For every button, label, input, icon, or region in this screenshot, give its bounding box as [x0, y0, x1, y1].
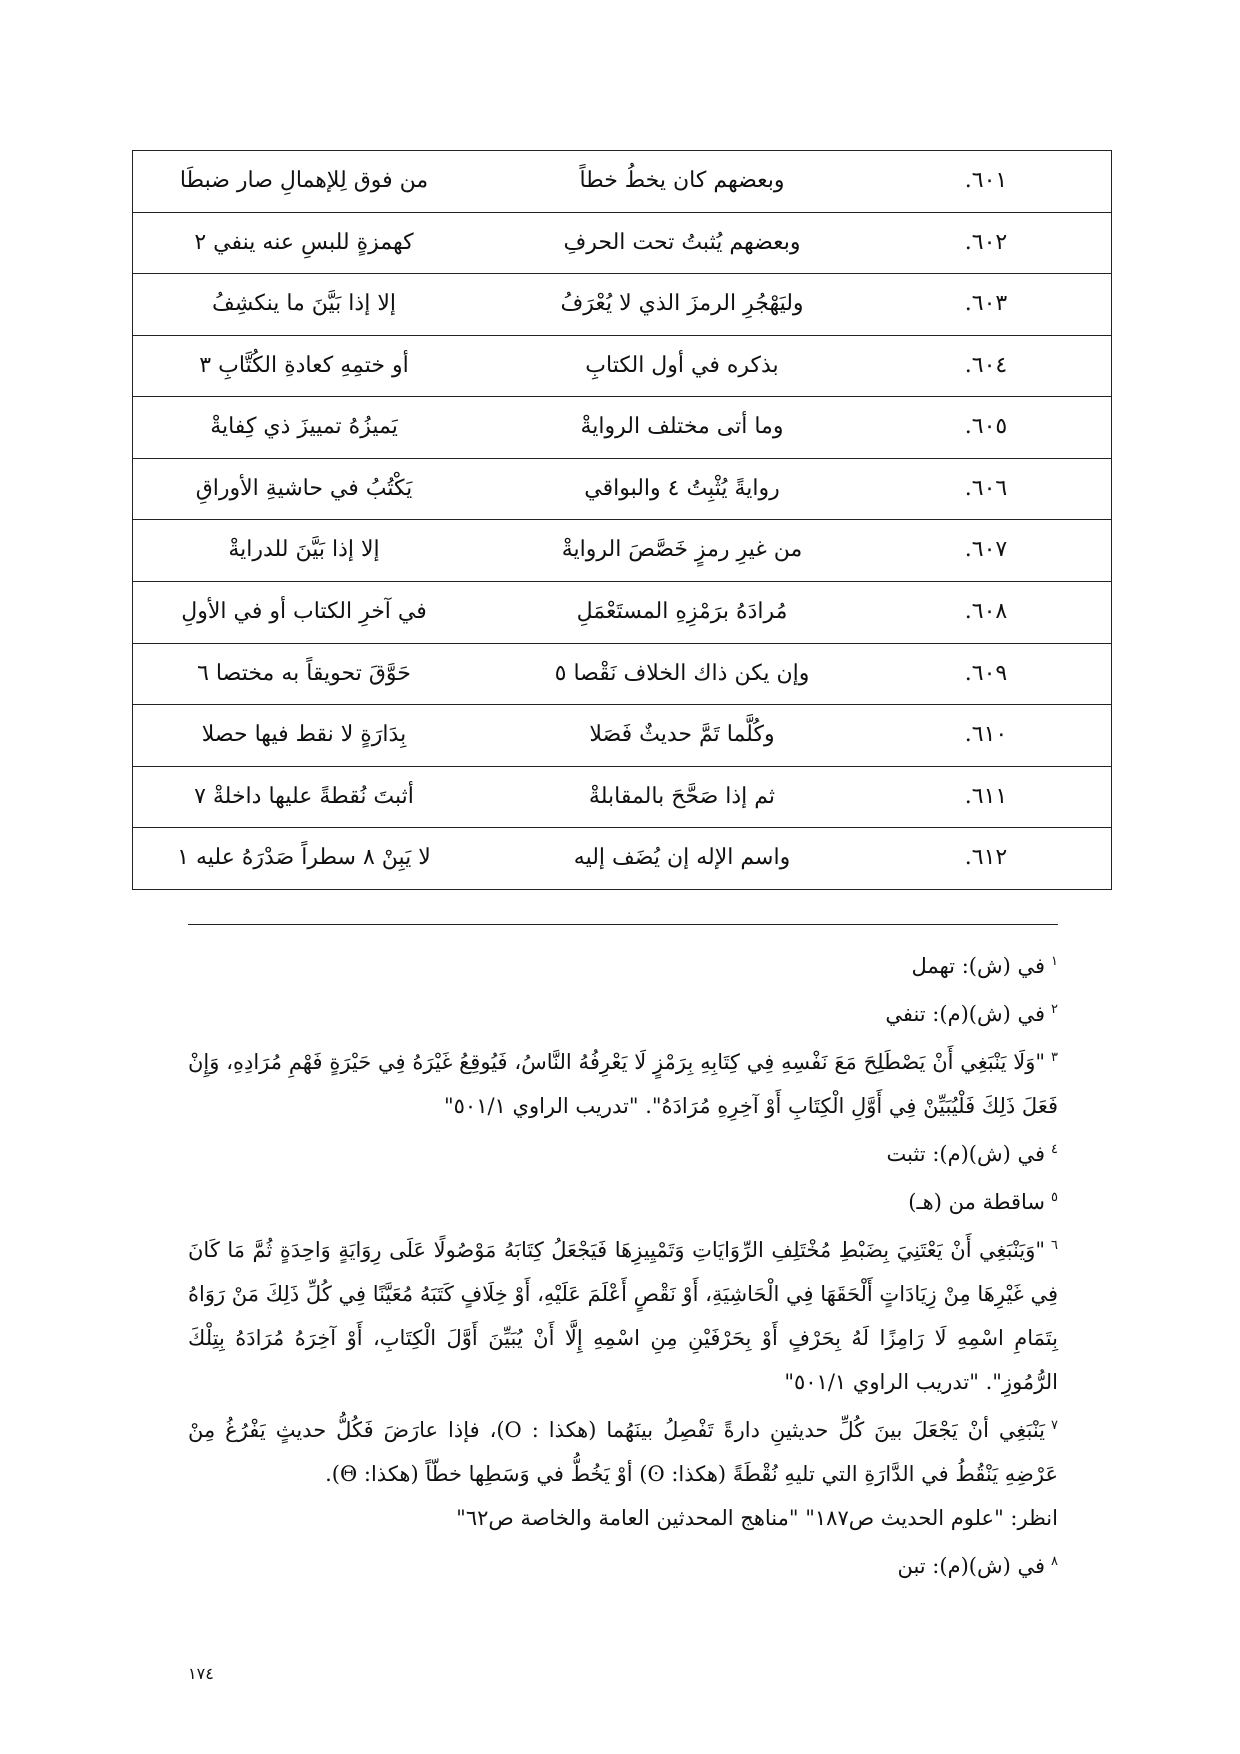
verse-row [133, 212, 1112, 274]
footnote-marker: ٥ [1051, 1190, 1058, 1205]
footnote-text: انظر: "علوم الحديث ص١٨٧" "مناهج المحدثين العامة والخاصة ص٦٢" [456, 1506, 1058, 1530]
verse-number: ٦١٢. [889, 828, 1112, 890]
verse-first-hemistich: وإن يكن ذاك الخلاف نَقْصا ٥ [475, 643, 889, 705]
verse-row [133, 520, 1112, 582]
verse-first-hemistich: وما أتى مختلف الروايةْ [475, 397, 889, 459]
verse-first-hemistich: مُرادَهُ برَمْزِهِ المستَعْمَلِ [475, 582, 889, 644]
verse-row [133, 274, 1112, 336]
verse-second-hemistich: إلا إذا بَيَّنَ للدرايةْ [133, 520, 476, 582]
verse-number: ٦٠٦. [889, 458, 1112, 520]
footnote-marker: ١ [1051, 954, 1058, 969]
verse-row [133, 766, 1112, 828]
verse-row [133, 705, 1112, 767]
verse-second-hemistich: يَميزُهُ تمييزَ ذي كِفايةْ [133, 397, 476, 459]
verse-first-hemistich: روايةً يُثْبِتُ ٤ والبواقي [475, 458, 889, 520]
footnote-marker: ٤ [1051, 1142, 1058, 1157]
footnote [188, 1540, 1058, 1588]
verse-first-hemistich: ثم إذا صَحَّحَ بالمقابلةْ [475, 766, 889, 828]
footnote [188, 1036, 1058, 1128]
verse-second-hemistich: بِدَارَةٍ لا نقط فيها حصلا [133, 705, 476, 767]
footnotes [188, 940, 1058, 1588]
footnote-text: في (ش)(م): تثبت [886, 1142, 1046, 1166]
verse-second-hemistich: لا يَبِنْ ٨ سطراً صَدْرَهُ عليه ١ [133, 828, 476, 890]
verse-first-hemistich: وبعضهم كان يخطُ خطاً [475, 151, 889, 213]
footnote-separator [188, 924, 1058, 925]
verse-first-hemistich: وبعضهم يُثبتُ تحت الحرفِ [475, 212, 889, 274]
verse-row [133, 643, 1112, 705]
verse-number: ٦٠٩. [889, 643, 1112, 705]
verse-row [133, 828, 1112, 890]
verse-number: ٦١١. [889, 766, 1112, 828]
verse-first-hemistich: وليَهْجُرِ الرمزَ الذي لا يُعْرَفُ [475, 274, 889, 336]
verse-number: ٦٠٣. [889, 274, 1112, 336]
footnote-text: ساقطة من (هـ) [908, 1190, 1046, 1214]
verse-second-hemistich: حَوَّقَ تحويقاً به مختصا ٦ [133, 643, 476, 705]
verse-row [133, 397, 1112, 459]
verse-row [133, 458, 1112, 520]
verse-number: ٦٠٢. [889, 212, 1112, 274]
footnote-marker: ٣ [1051, 1050, 1058, 1065]
verse-first-hemistich: واسم الإله إن يُضَف إليه [475, 828, 889, 890]
footnote-marker: ٧ [1051, 1418, 1058, 1433]
footnote-marker: ٨ [1051, 1554, 1058, 1569]
footnote-text: "وَيَنْبَغِي أَنْ يَعْتَنِيَ بِضَبْطِ مُخْتَلِفِ الرِّوَايَاتِ وَتَمْيِيزِهَا فَيَجْعَلُ كِتَابَهُ مَوْصُولًا عَلَى رِوَايَةٍ وَاحِدَةٍ ثُمَّ مَا كَانَ فِي غَيْرِهَا مِنْ زِيَادَاتٍ أَلْحَقَهَا فِي الْحَاشِيَةِ، أَوْ نَقْصٍ أَعْلَمَ عَلَيْهِ، أَوْ خِلَافٍ كَتَبَهُ مُعَيَّنًا فِي كُلِّ ذَلِكَ مَنْ رَوَاهُ بِتَمَامِ اسْمِهِ لَا رَامِزًا لَهُ بِحَرْفٍ أَوْ بِحَرْفَيْنِ مِنِ اسْمِهِ إِلَّا أَنْ يُبَيِّنَ أَوَّلَ الْكِتَابِ، أَوْ آخِرَهُ مُرَادَهُ بِتِلْكَ الرُّمُوزِ". "تدريب الراوي ٥٠١/١" [188, 1238, 1058, 1394]
verse-number: ٦٠٤. [889, 335, 1112, 397]
verse-number: ٦٠٧. [889, 520, 1112, 582]
verses-table-body [133, 151, 1112, 890]
footnote-marker: ٢ [1051, 1002, 1058, 1017]
footnote [188, 1176, 1058, 1224]
footnote-text: في (ش)(م): تنفي [885, 1002, 1046, 1026]
footnote [188, 1128, 1058, 1176]
footnote [188, 1496, 1058, 1540]
footnote [188, 1404, 1058, 1496]
page-number: ١٧٤ [188, 1664, 214, 1683]
verse-row [133, 335, 1112, 397]
verses-table [132, 150, 1112, 890]
verse-second-hemistich: كهمزةٍ للبسِ عنه ينفي ٢ [133, 212, 476, 274]
verse-first-hemistich: وكُلَّما تَمَّ حديثٌ فَصَلا [475, 705, 889, 767]
footnote-text: في (ش): تهمل [911, 954, 1046, 978]
verse-number: ٦٠٨. [889, 582, 1112, 644]
footnote-text: في (ش)(م): تبن [897, 1554, 1046, 1578]
verse-second-hemistich: من فوق لِلإهمالِ صار ضبطَا [133, 151, 476, 213]
verse-second-hemistich: أو ختمِهِ كعادةِ الكُتَّابِ ٣ [133, 335, 476, 397]
verse-row [133, 582, 1112, 644]
footnote-text: يَنْبَغِي أنْ يَجْعَلَ بينَ كُلِّ حديثينِ دارةً تَفْصِلُ بينَهُما (هكذا : O)، فإذا عارَضَ فَكُلُّ حديثٍ يَفْرُغُ مِنْ عَرْضِهِ يَنْقُطُ في الدَّارَةِ التي تليهِ نُقْطَةً (هكذا: ʘ) أوْ يَخُطُّ في وَسَطِها خطّاً (هكذا: Θ). [188, 1418, 1058, 1486]
footnote [188, 940, 1058, 988]
verse-second-hemistich: أثبتَ نُقطةً عليها داخلةْ ٧ [133, 766, 476, 828]
footnote [188, 1224, 1058, 1404]
verse-number: ٦١٠. [889, 705, 1112, 767]
footnote-text: "وَلَا يَنْبَغِي أَنْ يَصْطَلِحَ مَعَ نَفْسِهِ فِي كِتَابِهِ بِرَمْزٍ لَا يَعْرِفُهُ النَّاسُ، فَيُوقِعُ غَيْرَهُ فِي حَيْرَةٍ فَهْمِ مُرَادِهِ، وَإِنْ فَعَلَ ذَلِكَ فَلْيُبَيِّنْ فِي أَوَّلِ الْكِتَابِ أَوْ آخِرِهِ مُرَادَهُ". "تدريب الراوي ٥٠١/١" [188, 1050, 1058, 1118]
verse-second-hemistich: في آخرِ الكتاب أو في الأولِ [133, 582, 476, 644]
verse-second-hemistich: إلا إذا بَيَّنَ ما ينكشِفُ [133, 274, 476, 336]
verse-number: ٦٠١. [889, 151, 1112, 213]
verse-first-hemistich: بذكره في أول الكتابِ [475, 335, 889, 397]
verse-first-hemistich: من غيرِ رمزٍ خَصَّصَ الروايةْ [475, 520, 889, 582]
verse-second-hemistich: يَكْتُبُ في حاشيةِ الأوراقِ [133, 458, 476, 520]
verse-number: ٦٠٥. [889, 397, 1112, 459]
verse-row [133, 151, 1112, 213]
footnote-marker: ٦ [1051, 1238, 1058, 1253]
footnote [188, 988, 1058, 1036]
